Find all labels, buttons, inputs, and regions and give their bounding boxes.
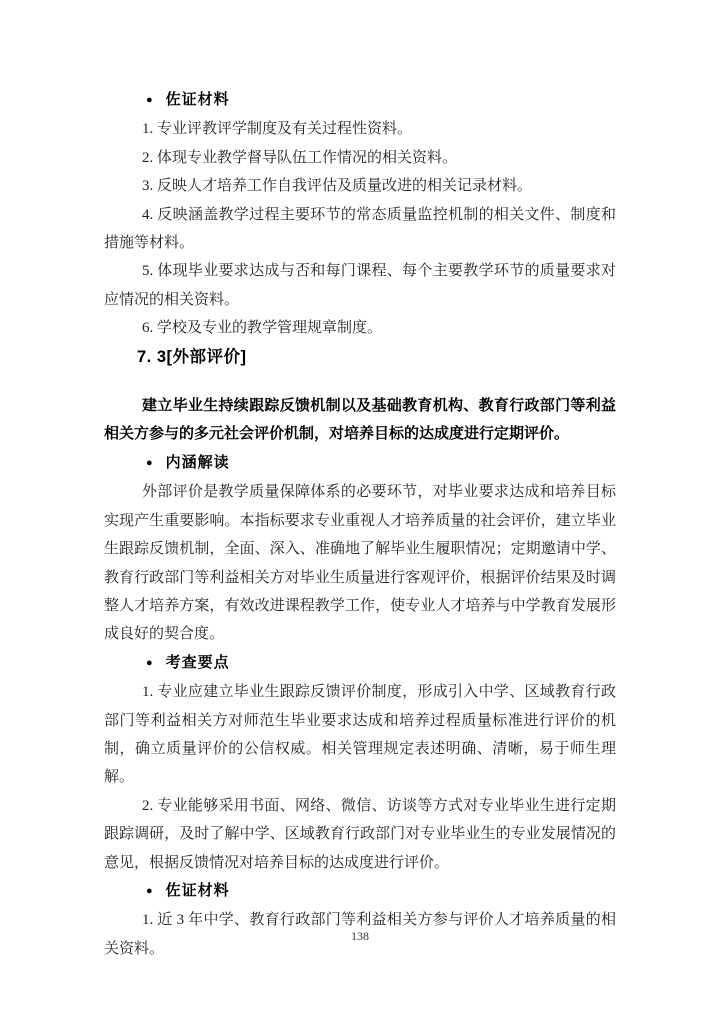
examination-points-heading (104, 649, 616, 678)
bullet-icon: ● (146, 884, 153, 897)
list-item: 5. 体现毕业要求达成与否和每门课程、每个主要教学环节的质量要求对应情况的相关资料。 (104, 263, 616, 308)
supporting-materials-heading-2 (104, 877, 616, 906)
supporting-materials-heading-label: 佐证材料 (165, 91, 230, 108)
connotation-heading (104, 449, 616, 478)
supporting-materials-heading (104, 86, 616, 115)
section-heading: 7. 3[外部评价] (137, 347, 247, 366)
list-item: 2. 专业能够采用书面、网络、微信、访谈等方式对专业毕业生进行定期跟踪调研，及时了解中学、区域教育行政部门对专业毕业生的专业发展情况的意见，根据反馈情况对培养目标的达成度进行评价。 (104, 797, 616, 871)
list-item: 1. 专业应建立毕业生跟踪反馈评价制度，形成引入中学、区域教育行政部门等利益相关方对师范生毕业要求达成和培养过程质量标准进行评价的机制，确立质量评价的公信权威。相关管理规定表述明确、清晰，易于师生理解。 (104, 684, 616, 786)
examination-points-heading-label: 考查要点 (165, 653, 230, 671)
section-intro: 建立毕业生持续跟踪反馈机制以及基础教育机构、教育行政部门等利益相关方参与的多元社会评价机制，对培养目标的达成度进行定期评价。 (104, 397, 616, 443)
connotation-heading-label: 内涵解读 (165, 453, 230, 471)
list-item: 3. 反映人才培养工作自我评估及质量改进的相关记录材料。 (142, 178, 533, 195)
list-item: 1. 近 3 年中学、教育行政部门等利益相关方参与评价人才培养质量的相关资料。 (104, 912, 616, 957)
list-item: 2. 体现专业教学督导队伍工作情况的相关资料。 (142, 149, 458, 166)
bullet-icon: ● (146, 94, 153, 106)
bullet-icon: ● (146, 456, 153, 469)
page-number: 138 (351, 929, 369, 943)
list-item: 6. 学校及专业的教学管理规章制度。 (142, 320, 383, 337)
connotation-body: 外部评价是教学质量保障体系的必要环节，对毕业要求达成和培养目标实现产生重要影响。本指标要求专业重视人才培养质量的社会评价，建立毕业生跟踪反馈机制，全面、深入、准确地了解毕业生履职情况；定期邀请中学、教育行政部门等利益相关方对毕业生质量进行客观评价，根据评价结果及时调整人才培养方案，有效改进课程教学工作，使专业人才培养与中学教育发展形成良好的契合度。 (104, 484, 616, 643)
supporting-materials-heading-2-label: 佐证材料 (165, 881, 230, 899)
list-item: 4. 反映涵盖教学过程主要环节的常态质量监控机制的相关文件、制度和措施等材料。 (104, 206, 616, 252)
list-item: 1. 专业评教评学制度及有关过程性资料。 (142, 121, 413, 138)
bullet-icon: ● (146, 656, 153, 669)
